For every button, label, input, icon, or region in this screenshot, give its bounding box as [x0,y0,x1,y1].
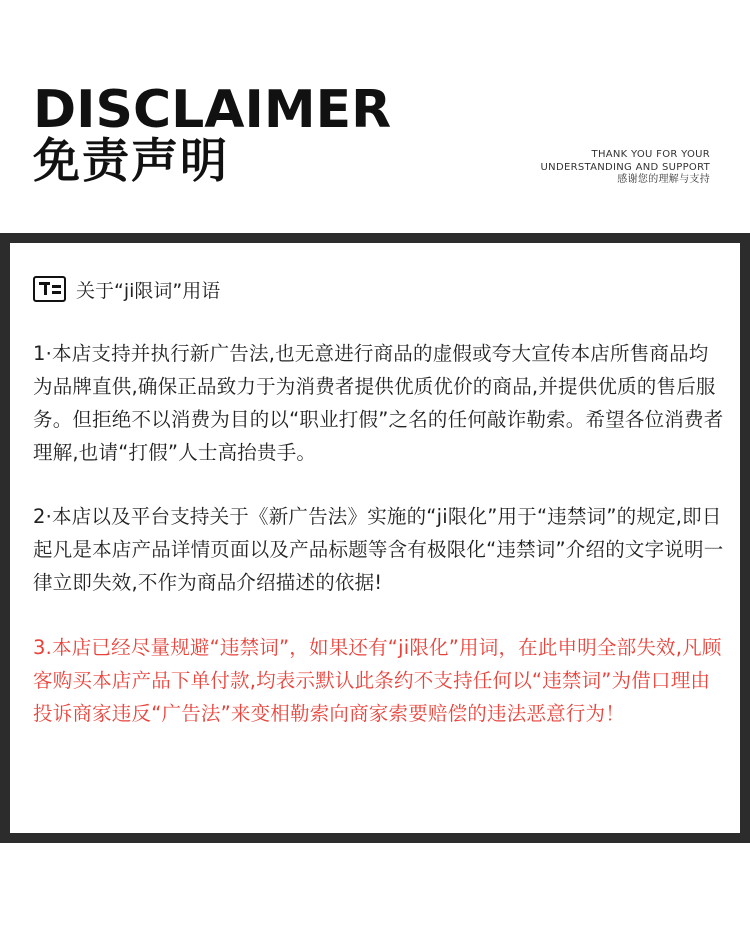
disclaimer-panel [10,243,740,833]
text-format-icon [33,276,66,302]
paragraph-2: 2·本店以及平台支持关于《新广告法》实施的“ji限化”用于“违禁词”的规定,即日起凡是本店产品详情页面以及产品标题等含有极限化“违禁词”介绍的文字说明一律立即失效,不作为商品介绍描述的依据! [33,505,724,594]
disclaimer-frame [0,233,750,843]
paragraph-3-warning: 3.本店已经尽量规避“违禁词”，如果还有“ji限化”用词，在此申明全部失效,凡顾客购买本店产品下单付款,均表示默认此条约不支持任何以“违禁词”为借口理由投诉商家违反“广告法”来变相勒索向商家索要赔偿的违法恶意行为！ [33,636,722,725]
title-chinese: 免责声明 [33,134,229,189]
section-heading-text: 关于“ji限词”用语 [76,279,221,302]
thanks-note [541,149,710,187]
thanks-line-2: UNDERSTANDING AND SUPPORT [540,161,710,173]
thanks-line-3: 感谢您的理解与支持 [617,174,710,185]
title-english: DISCLAIMER [33,80,392,140]
section-heading [33,273,220,305]
thanks-line-1: THANK YOU FOR YOUR [591,149,710,160]
paragraph-1: 1·本店支持并执行新广告法,也无意进行商品的虚假或夸大宣传本店所售商品均为品牌直供,确保正品致力于为消费者提供优质优价的商品,并提供优质的售后服务。但拒绝不以消费为目的以“职业打假”之名的任何敲诈勒索。希望各位消费者理解,也请“打假”人士高抬贵手。 [33,342,724,464]
